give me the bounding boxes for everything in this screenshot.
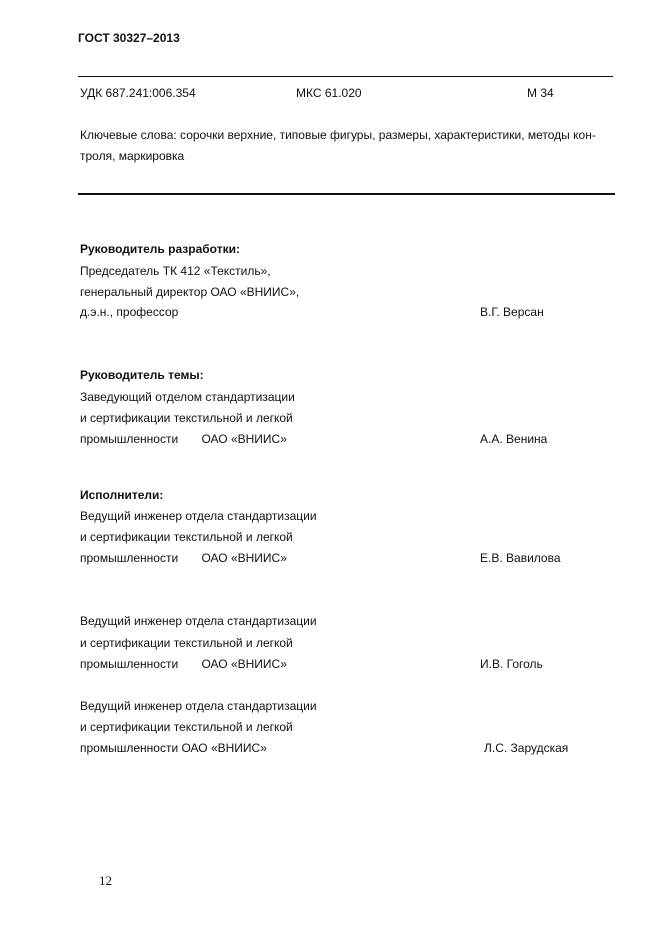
lead-developer-heading: Руководитель разработки:: [80, 242, 240, 256]
lead-developer-line-3: д.э.н., профессор: [80, 305, 179, 319]
lead-developer-line-1: Председатель ТК 412 «Текстиль»,: [80, 264, 271, 278]
executor-1-line-1: Ведущий инженер отдела стандартизации: [80, 509, 317, 523]
topic-lead-heading: Руководитель темы:: [80, 368, 204, 382]
keywords-line-1: Ключевые слова: сорочки верхние, типовые фигуры, размеры, характеристики, методы кон-: [80, 128, 596, 142]
topic-lead-name: А.А. Венина: [480, 432, 548, 446]
udk-code: УДК 687.241:006.354: [80, 86, 196, 100]
topic-lead-line-1: Заведующий отделом стандартизации: [80, 390, 295, 404]
executor-2-line-3: промышленности ОАО «ВНИИС»: [80, 657, 287, 671]
executor-3-line-3: промышленности ОАО «ВНИИС»: [80, 741, 267, 755]
topic-lead-line-2: и сертификации текстильной и легкой: [80, 411, 293, 425]
executor-1-line-2: и сертификации текстильной и легкой: [80, 530, 293, 544]
m-code: М 34: [527, 86, 554, 100]
mks-code: МКС 61.020: [296, 86, 362, 100]
executor-3-name: Л.С. Зарудская: [484, 741, 569, 755]
executor-1-line-3: промышленности ОАО «ВНИИС»: [80, 551, 287, 565]
lead-developer-name: В.Г. Версан: [480, 305, 544, 319]
executor-1-name: Е.В. Вавилова: [480, 551, 561, 565]
executor-2-name: И.В. Гоголь: [480, 657, 543, 671]
page-number: 12: [99, 873, 112, 888]
keywords-line-2: троля, маркировка: [80, 149, 185, 163]
document-code: ГОСТ 30327–2013: [78, 31, 180, 45]
executors-heading: Исполнители:: [80, 488, 164, 502]
topic-lead-line-3: промышленности ОАО «ВНИИС»: [80, 432, 287, 446]
executor-2-line-2: и сертификации текстильной и легкой: [80, 636, 293, 650]
lead-developer-line-2: генеральный директор ОАО «ВНИИС»,: [80, 285, 300, 299]
keywords-rule: [78, 193, 615, 195]
executor-3-line-1: Ведущий инженер отдела стандартизации: [80, 699, 317, 713]
executor-3-line-2: и сертификации текстильной и легкой: [80, 720, 293, 734]
top-rule: [78, 76, 613, 77]
executor-2-line-1: Ведущий инженер отдела стандартизации: [80, 614, 317, 628]
